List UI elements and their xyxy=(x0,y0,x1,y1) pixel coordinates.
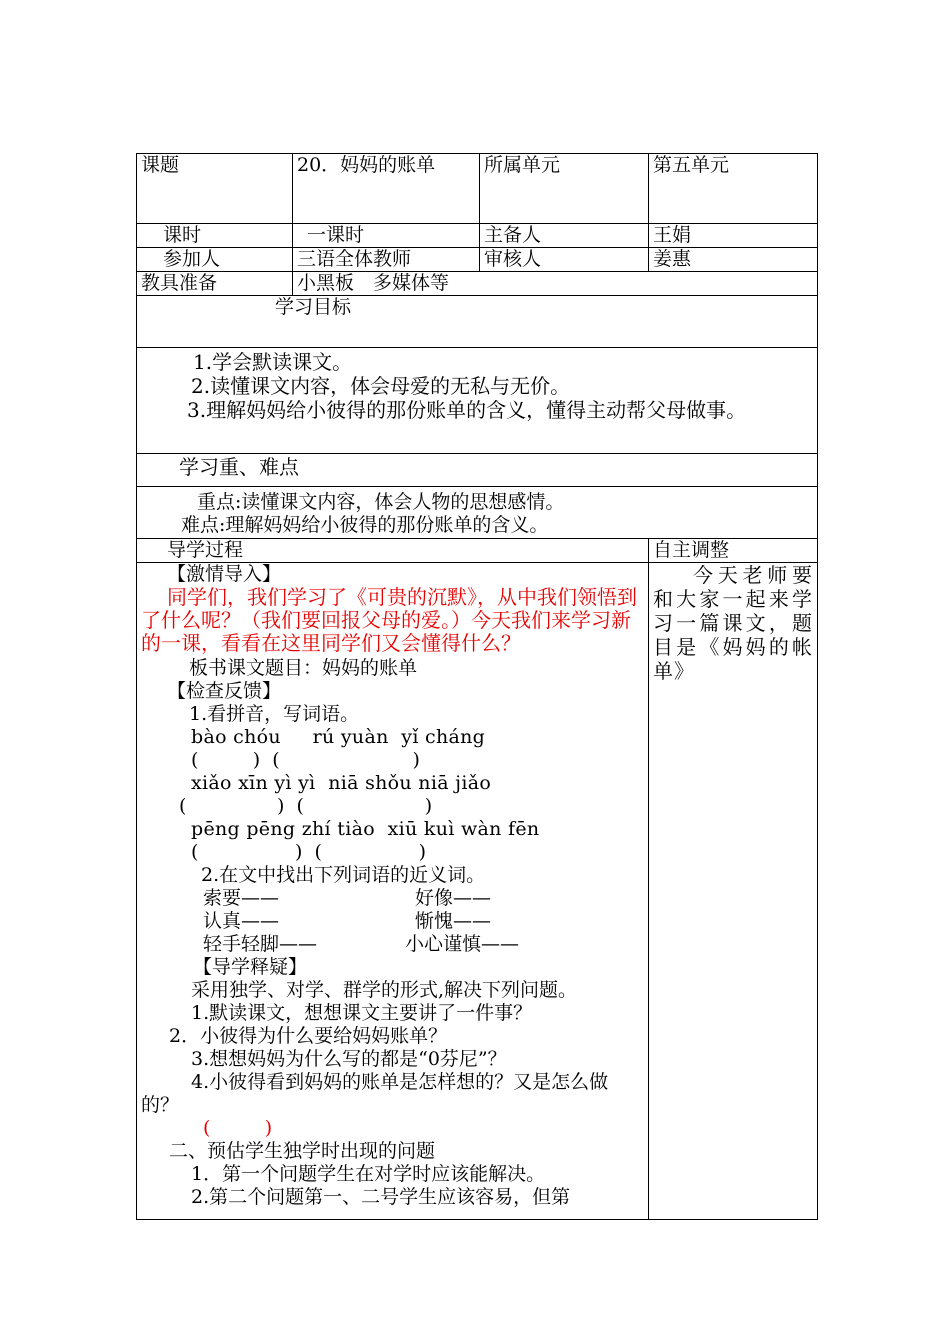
row-keypoints-heading xyxy=(137,454,818,487)
unit-label: 所属单元 xyxy=(480,154,649,224)
guide-intro: 采用独学、对学、群学的形式,解决下列问题。 xyxy=(191,979,578,1001)
unit-value: 第五单元 xyxy=(649,154,818,224)
participants-value: 三语全体教师 xyxy=(293,248,480,272)
intro-text: 同学们，我们学习了《可贵的沉默》，从中我们领悟到了什么呢？（我们要回报父母的爱。）今天我们来学习新的一课，看看在这里同学们又会懂得什么？ xyxy=(141,585,637,655)
lead-value: 王娟 xyxy=(649,224,818,248)
period-value: 一课时 xyxy=(293,224,480,248)
objective-item: 3.理解妈妈给小彼得的那份账单的含义，懂得主动帮父母做事。 xyxy=(187,398,747,422)
period-label: 课时 xyxy=(137,224,293,248)
row-keypoints xyxy=(137,487,818,539)
reviewer-value: 姜惠 xyxy=(649,248,818,272)
row-objectives-heading xyxy=(137,296,818,348)
guide-question: 2．小彼得为什么要给妈妈账单？ xyxy=(169,1025,448,1047)
synonym-row xyxy=(141,933,644,956)
blank-row: ( ) ( ) xyxy=(191,749,420,771)
guide-question: 4.小彼得看到妈妈的账单是怎样想的？又是怎么做的？ xyxy=(141,1071,609,1116)
row-participants xyxy=(137,248,818,272)
topic-label: 课题 xyxy=(137,154,293,224)
lesson-plan-table xyxy=(136,153,818,1220)
synonym-term: 索要—— xyxy=(203,887,280,909)
objectives-heading: 学习目标 xyxy=(137,296,818,348)
row-process-heading xyxy=(137,539,818,563)
row-process xyxy=(137,563,818,1220)
synonym-term: 认真—— xyxy=(203,910,280,932)
topic-value: 20．妈妈的账单 xyxy=(293,154,480,224)
side-note-text: 今天老师要和大家一起来学习一篇课文，题目是《妈妈的帐单》 xyxy=(653,563,813,683)
check-q2: 2.在文中找出下列词语的近义词。 xyxy=(201,864,486,886)
predict-item: 2.第二个问题第一、二号学生应该容易，但第 xyxy=(191,1186,571,1208)
row-period xyxy=(137,224,818,248)
objective-item: 1.学会默读课文。 xyxy=(193,350,353,374)
side-heading: 自主调整 xyxy=(649,539,818,563)
synonym-term: 惭愧—— xyxy=(415,910,492,932)
row-topic xyxy=(137,154,818,224)
side-notes xyxy=(649,563,818,1220)
predict-title: 二、预估学生独学时出现的问题 xyxy=(169,1140,436,1162)
intro-title: 【激情导入】 xyxy=(167,563,282,585)
reviewer-label: 审核人 xyxy=(480,248,649,272)
objective-item: 2.读懂课文内容，体会母爱的无私与无价。 xyxy=(191,374,571,398)
synonym-row xyxy=(141,910,644,933)
keypoints-body xyxy=(137,487,818,539)
synonym-row xyxy=(141,887,644,910)
check-q1: 1.看拼音，写词语。 xyxy=(189,703,360,725)
synonym-term: 好像—— xyxy=(415,887,492,909)
difficulty-point: 难点:理解妈妈给小彼得的那份账单的含义。 xyxy=(181,514,549,536)
board-title: 板书课文题目：妈妈的账单 xyxy=(189,657,418,679)
lead-label: 主备人 xyxy=(480,224,649,248)
row-tools xyxy=(137,272,818,296)
guide-question: 1.默读课文，想想课文主要讲了一件事？ xyxy=(191,1002,533,1024)
keypoints-heading: 学习重、难点 xyxy=(137,454,818,487)
blank-row: ( ) ( ) xyxy=(179,795,433,817)
synonym-term: 轻手轻脚—— xyxy=(203,933,318,955)
guide-title: 【导学释疑】 xyxy=(193,956,308,978)
focus-point: 重点:读懂课文内容，体会人物的思想感情。 xyxy=(197,491,565,513)
tools-label: 教具准备 xyxy=(137,272,293,296)
predict-item: 1．第一个问题学生在对学时应该能解决。 xyxy=(191,1163,546,1185)
tools-value: 小黑板 多媒体等 xyxy=(293,272,818,296)
check-title: 【检查反馈】 xyxy=(167,680,282,702)
guide-question: 3.想想妈妈为什么写的都是“0芬尼”？ xyxy=(191,1048,507,1070)
process-heading: 导学过程 xyxy=(137,539,649,563)
synonym-term: 小心谨慎—— xyxy=(405,933,520,955)
pinyin-row: pēng pēng zhí tiào xiū kuì wàn fēn xyxy=(191,818,540,840)
objectives-list xyxy=(137,348,818,454)
participants-label: 参加人 xyxy=(137,248,293,272)
blank-row: ( ) ( ) xyxy=(191,841,426,863)
pinyin-row: bào chóu rú yuàn yǐ cháng xyxy=(191,726,486,748)
row-objectives xyxy=(137,348,818,454)
red-blank: ( ) xyxy=(203,1117,273,1139)
pinyin-row: xiǎo xīn yì yì niā shǒu niā jiǎo xyxy=(191,772,492,794)
process-body xyxy=(137,563,649,1220)
